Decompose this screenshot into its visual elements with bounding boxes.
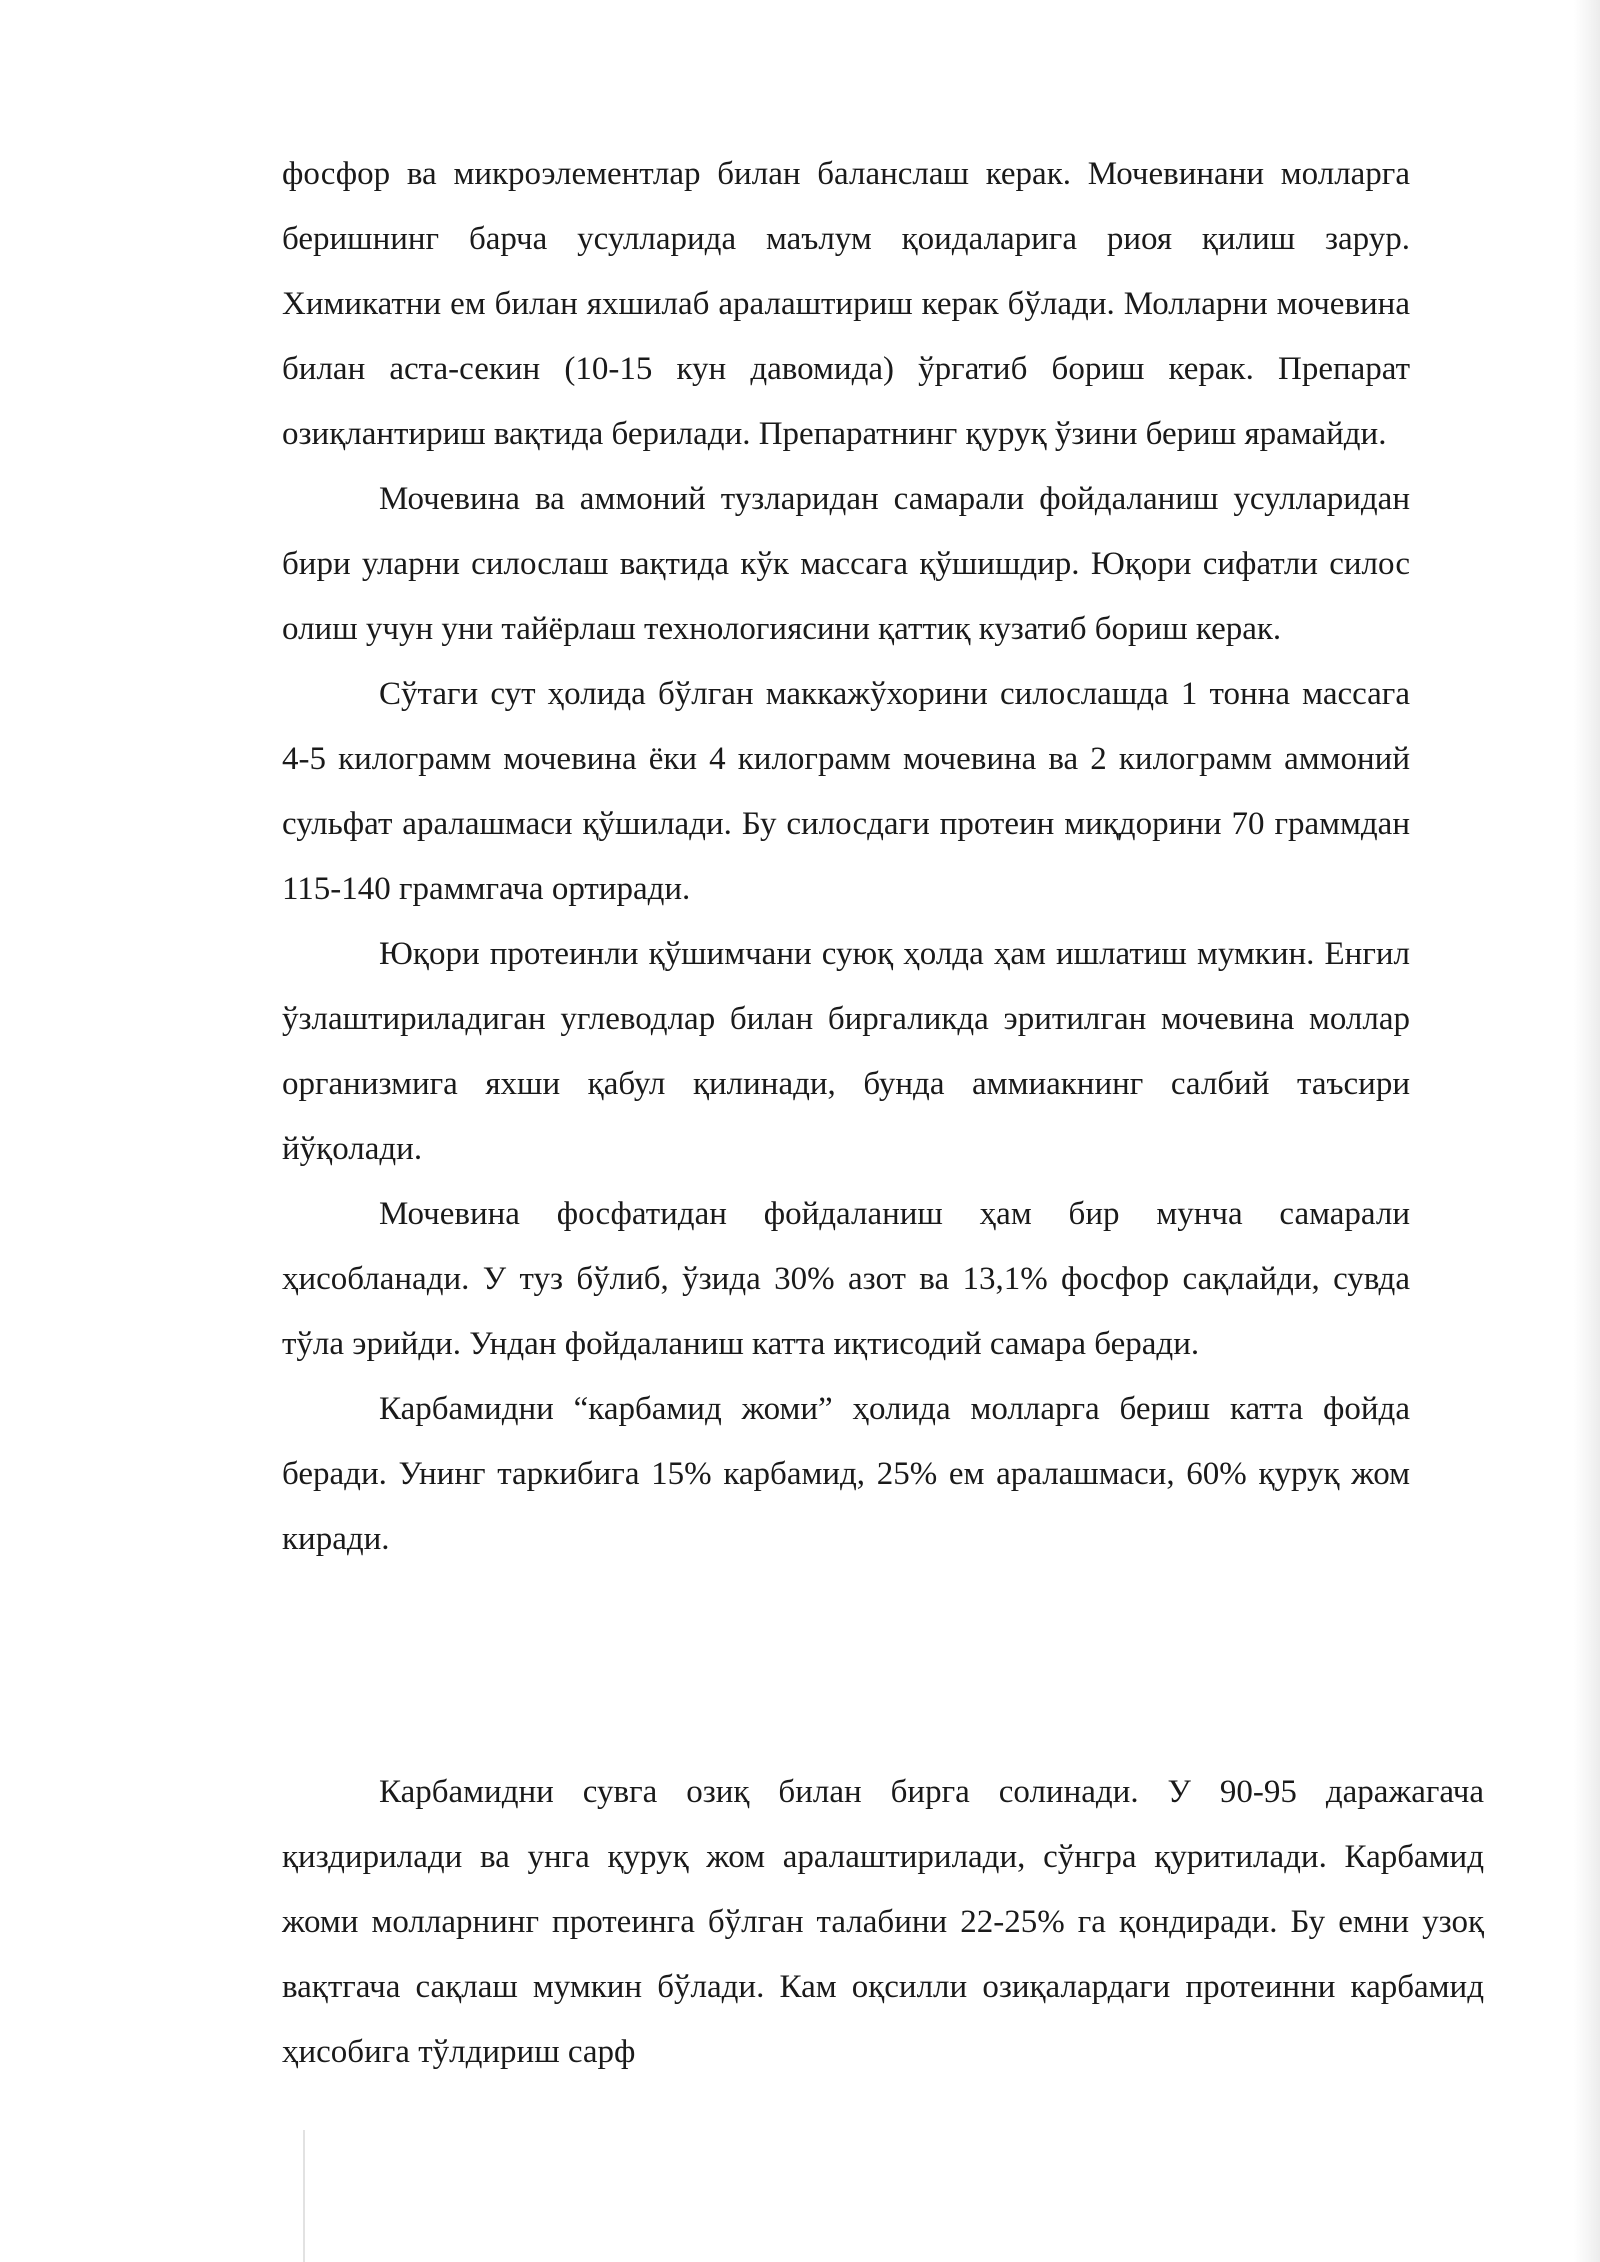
- paragraph-1: фосфор ва микроэлементлар билан баланслаш керак. Мочевинани молларга беришнинг барча усулларида маълум қоидаларига риоя қилиш зарур. Химикатни ем билан яхшилаб аралаштириш керак бўлади. Молларни мочевина билан аста-секин (10-15 кун давомида) ўргатиб бориш керак. Препарат озиқлантириш вақтида берилади. Препаратнинг қуруқ ўзини бериш ярамайди.: [282, 156, 1410, 452]
- body-text: [282, 142, 1410, 1572]
- paragraph-5: Мочевина фосфатидан фойдаланиш ҳам бир мунча самарали ҳисобланади. У туз бўлиб, ўзида 30% азот ва 13,1% фосфор сақлайди, сувда тўла эрийди. Ундан фойдаланиш катта иқтисодий самара беради.: [282, 1196, 1410, 1362]
- paragraph-6: Карбамидни “карбамид жоми” ҳолида молларга бериш катта фойда беради. Унинг таркибига 15% карбамид, 25% ем аралашмаси, 60% қуруқ жом киради.: [282, 1391, 1410, 1557]
- page-edge-shadow: [1574, 0, 1600, 2262]
- body-text-continued: [282, 1760, 1484, 2085]
- paragraph-7: Карбамидни сувга озиқ билан бирга солинади. У 90-95 даражагача қиздирилади ва унга қуруқ жом аралаштирилади, сўнгра қуритилади. Карбамид жоми молларнинг протеинга бўлган талабини 22-25% га қондиради. Бу емни узоқ вақтгача сақлаш мумкин бўлади. Кам оқсилли озиқалардаги протеинни карбамид ҳисобига тўлдириш сарф: [282, 1774, 1484, 2070]
- margin-guide-line: [303, 2130, 305, 2262]
- paragraph-2: Мочевина ва аммоний тузларидан самарали фойдаланиш усулларидан бири уларни силослаш вақтида кўк массага қўшишдир. Юқори сифатли силос олиш учун уни тайёрлаш технологиясини қаттиқ кузатиб бориш керак.: [282, 481, 1410, 647]
- paragraph-3: Сўтаги сут ҳолида бўлган маккажўхорини силослашда 1 тонна массага 4-5 килограмм мочевина ёки 4 килограмм мочевина ва 2 килограмм аммоний сульфат аралашмаси қўшилади. Бу силосдаги протеин миқдорини 70 граммдан 115-140 граммгача ортиради.: [282, 676, 1410, 907]
- paragraph-4: Юқори протеинли қўшимчани суюқ ҳолда ҳам ишлатиш мумкин. Енгил ўзлаштириладиган углеводлар билан биргаликда эритилган мочевина моллар организмига яхши қабул қилинади, бунда аммиакнинг салбий таъсири йўқолади.: [282, 936, 1410, 1167]
